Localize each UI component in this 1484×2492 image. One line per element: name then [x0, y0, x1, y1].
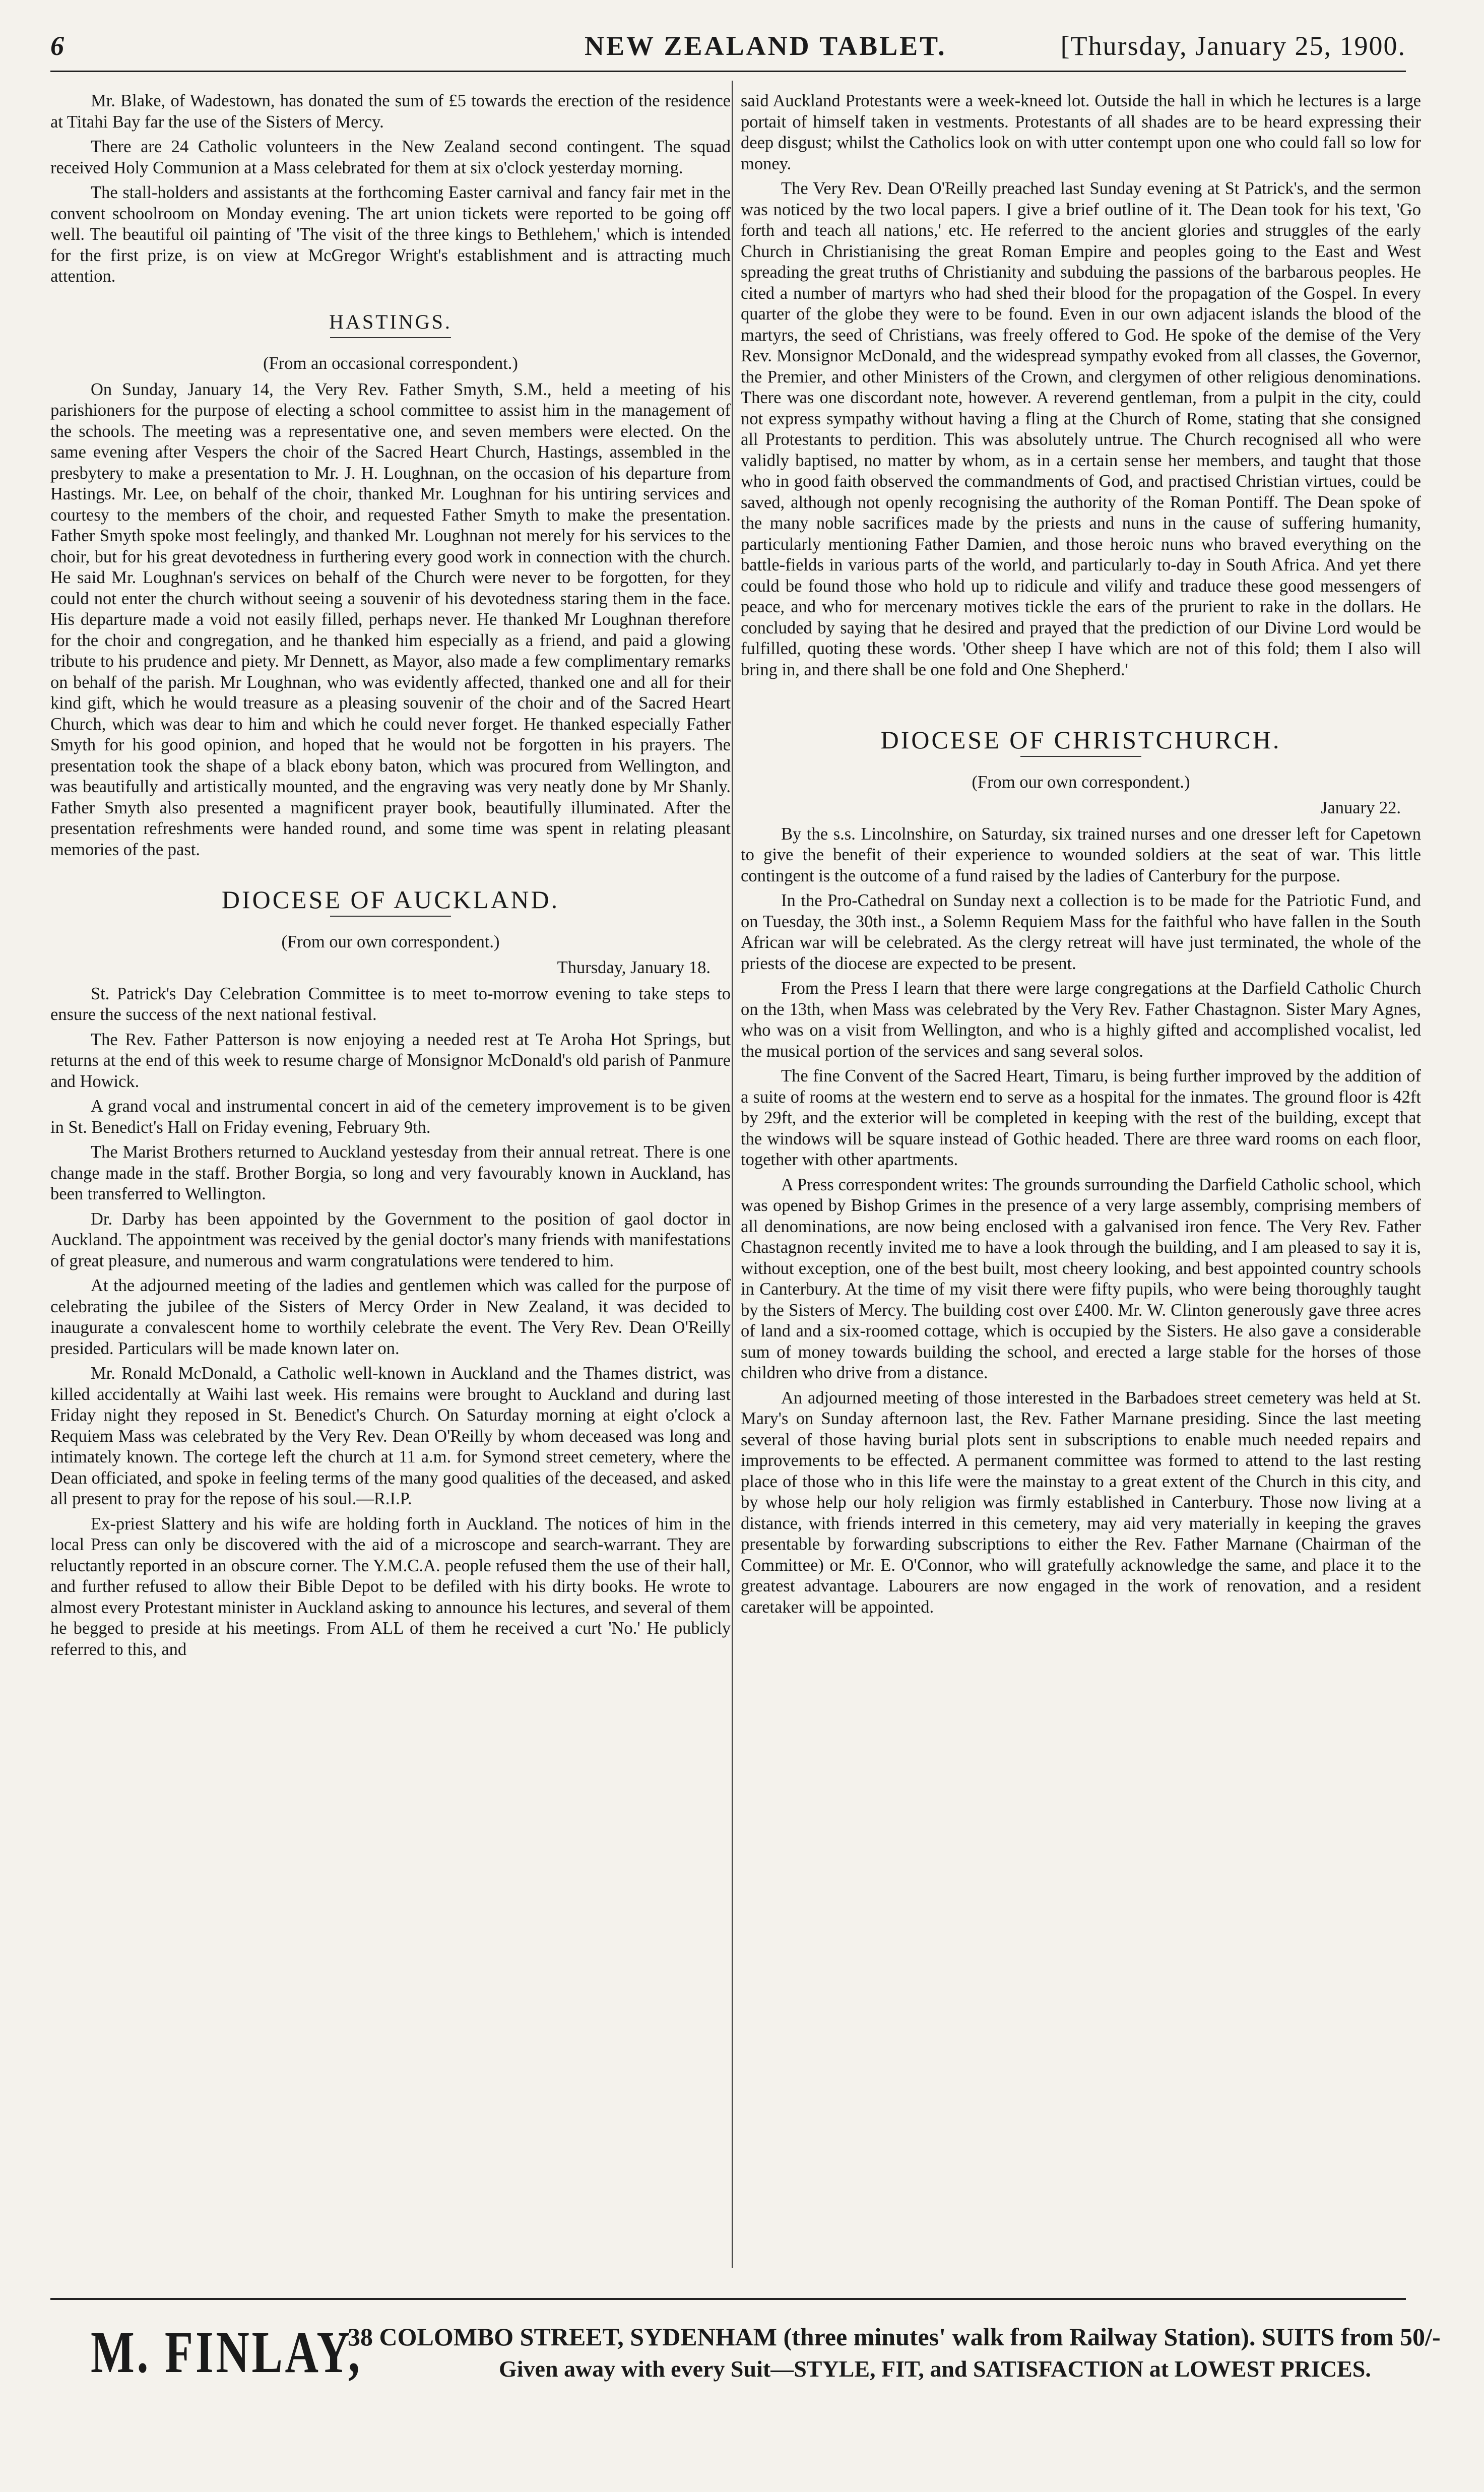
advertisement	[50, 2313, 1441, 2404]
newspaper-title: NEW ZEALAND TABLET.	[585, 31, 947, 61]
article-paragraph: A grand vocal and instrumental concert in aid of the cemetery improvement is to be given in St. Benedict's Hall on Friday evening, February 9th.	[50, 1097, 731, 1137]
column-divider	[732, 81, 733, 2268]
article-paragraph: Mr. Blake, of Wadestown, has donated the sum of £5 towards the erection of the residence at Titahi Bay far the use of the Sisters of Mercy.	[50, 91, 731, 132]
advertiser-name: M. FINLAY,	[91, 2319, 362, 2385]
article-paragraph: There are 24 Catholic volunteers in the New Zealand second contingent. The squad received Holy Communion at a Mass celebrated for them at six o'clock yesterday morning.	[50, 137, 731, 177]
article-paragraph: Ex-priest Slattery and his wife are holding forth in Auckland. The notices of him in the local Press can only be discovered with the aid of a microscope and search-warrant. They are reluctantly reported in an obscure corner. The Y.M.C.A. people refused them the use of their hall, and further refused to allow their Bible Depot to be defiled with his dirty books. He wrote to almost every Protestant minister in Auckland asking to announce his lectures, and several of them he begged to preside at his meetings. From ALL of them he received a curt 'No.' He publicly referred to this, and	[50, 1514, 731, 1659]
article-paragraph: From the Press I learn that there were large congregations at the Darfield Catholic Church on the 13th, when Mass was celebrated by the Very Rev. Father Chastagnon. Sister Mary Agnes, who was on a visit from Wellington, and who is a highly gifted and accomplished vocalist, led the musical portion of the services and sang several solos.	[741, 979, 1421, 1061]
article-paragraph: The stall-holders and assistants at the forthcoming Easter carnival and fancy fair met in the convent schoolroom on Monday evening. The art union tickets were reported to be going off well. The beautiful oil painting of 'The visit of the three kings to Bethlehem,' which is intended for the first prize, is on view at McGregor Wright's establishment and is attracting much attention.	[50, 183, 731, 286]
article-paragraph: The Rev. Father Patterson is now enjoying a needed rest at Te Aroha Hot Springs, but returns at the end of this week to resume charge of Monsignor McDonald's old parish of Panmure and Howick.	[50, 1030, 731, 1091]
heading-rule	[1020, 756, 1141, 757]
page-number: 6	[50, 31, 65, 61]
page-header	[50, 30, 1406, 66]
right-column	[741, 91, 1421, 2253]
byline: (From our own correspondent.)	[281, 932, 500, 951]
advertisement-tagline: Given away with every Suit—STYLE, FIT, and SATISFACTION at LOWEST PRICES.	[499, 2356, 1371, 2382]
left-column	[50, 91, 731, 2253]
dateline: Thursday, January 18.	[557, 958, 711, 977]
article-paragraph: At the adjourned meeting of the ladies and gentlemen which was called for the purpose of celebrating the jubilee of the Sisters of Mercy Order in New Zealand, it was decided to inaugurate a convalescent home to worthily celebrate the event. The Very Rev. Dean O'Reilly presided. Particulars will be made known later on.	[50, 1276, 731, 1358]
heading-rule	[330, 916, 451, 917]
issue-date: [Thursday, January 25, 1900.	[1060, 31, 1406, 61]
article-paragraph: said Auckland Protestants were a week-kneed lot. Outside the hall in which he lectures is a large portait of himself taken in vestments. Protestants of all shades are to be heard expressing their deep disgust; whilst the Catholics look on with utter contempt upon one who could fall so low for money.	[741, 91, 1421, 173]
header-rule	[50, 71, 1406, 72]
article-paragraph: By the s.s. Lincolnshire, on Saturday, six trained nurses and one dresser left for Capetown to give the benefit of their experience to wounded soldiers at the seat of war. This little contingent is the outcome of a fund raised by the ladies of Canterbury for the purpose.	[741, 824, 1421, 885]
article-paragraph: Dr. Darby has been appointed by the Government to the position of gaol doctor in Auckland. The appointment was received by the genial doctor's many friends with manifestations of great pleasure, and numerous and warm congratulations were tendered to him.	[50, 1209, 731, 1270]
section-heading-auckland: DIOCESE OF AUCKLAND.	[221, 885, 560, 914]
section-heading-hastings: HASTINGS.	[329, 310, 452, 333]
article-paragraph: St. Patrick's Day Celebration Committee is to meet to-morrow evening to take steps to ensure the success of the next national festival.	[50, 984, 731, 1024]
article-paragraph: The fine Convent of the Sacred Heart, Timaru, is being further improved by the addition of a suite of rooms at the western end to serve as a hospital for the inmates. The ground floor is 42ft by 29ft, and the exterior will be completed in keeping with the rest of the building, except that the windows will be square instead of Gothic headed. There are three ward rooms on each floor, together with other apartments.	[741, 1066, 1421, 1169]
footer-rule	[50, 2298, 1406, 2300]
article-paragraph: An adjourned meeting of those interested in the Barbadoes street cemetery was held at St. Mary's on Sunday afternoon last, the Rev. Father Marnane presiding. Since the last meeting several of those having burial plots sent in subscriptions to enable much needed repairs and improvements to be effected. A permanent committee was formed to attend to the last resting place of those who in this life were the mainstay to a great extent of the Church in this city, and by whose help our holy religion was firmly established in Canterbury. Those now living at a distance, with friends interred in this cemetery, may aid very materially in keeping the graves presentable by forwarding subscriptions to either the Rev. Father Marnane (Chairman of the Committee) or Mr. E. O'Connor, who will gratefully acknowledge the same, and place it to the greatest advantage. Labourers are now engaged in the work of renovation, and a resident caretaker will be appointed.	[741, 1388, 1421, 1617]
article-paragraph: The Very Rev. Dean O'Reilly preached last Sunday evening at St Patrick's, and the sermon was noticed by the two local papers. I give a brief outline of it. The Dean took for his text, 'Go forth and teach all nations,' etc. He referred to the ancient glories and struggles of the early Church in Christianising the great Roman Empire and peoples going to the East and West spreading the great truths of Christianity and subduing the passions of the barbarous peoples. He cited a number of martyrs who had shed their blood for the propagation of the Gospel. In every quarter of the globe they were to be found. Even in our own adjacent islands the blood of the martyrs, the seed of Christians, was freely offered to God. He spoke of the demise of the Very Rev. Monsignor McDonald, and the widespread sympathy evoked from all classes, the Governor, the Premier, and other Ministers of the Crown, and clergymen of other religious denominations. There was one discordant note, however. A reverend gentleman, from a pulpit in the city, could not express sympathy without having a fling at the Church of Rome, stating that she consigned all Protestants to perdition. This was absolutely untrue. The Church recognised all who were validly baptised, no matter by whom, as in a certain sense her members, and taught that those who in good faith observed the commandments of God, and practised Christian virtues, could be saved, although not openly recognising the authority of the Roman Pontiff. The Dean spoke of the many noble sacrifices made by the priests and nuns in the cause of suffering humanity, particularly mentioning Father Damien, and those heroic nuns who braved everything on the battle-fields in various parts of the world, and particularly to-day in South Africa. And yet there could be found those who hold up to ridicule and vilify and traduce these good messengers of peace, and who for mercenary motives tickle the ears of the prurient to rake in the dollars. He concluded by saying that he desired and prayed that the prediction of our Divine Lord would be fulfilled, quoting these words. 'Other sheep I have which are not of this fold; them I also will bring in, and there shall be one fold and One Shepherd.'	[741, 179, 1421, 679]
article-paragraph: On Sunday, January 14, the Very Rev. Father Smyth, S.M., held a meeting of his parishioners for the purpose of electing a school committee to assist him in the management of the schools. The meeting was a representative one, and seven members were elected. On the same evening after Vespers the choir of the Sacred Heart Church, Hastings, assembled in the presbytery to make a presentation to Mr. J. H. Loughnan, on the occasion of his departure from Hastings. Mr. Lee, on behalf of the choir, thanked Mr. Loughnan for his untiring services and courtesy to the members of the choir, and requested Father Smyth to make the presentation. Father Smyth spoke most feelingly, and thanked Mr. Loughnan not merely for his services to the choir, but for his great devotedness in furthering every good work in connection with the church. He said Mr. Loughnan's services on behalf of the Church were never to be forgotten, for they could not enter the church without seeing a souvenir of his devotedness staring them in the face. His departure made a void not easily filled, perhaps never. He thanked Mr Loughnan therefore for the choir and congregation, and he thanked him especially as a friend, and paid a glowing tribute to his prudence and piety. Mr Dennett, as Mayor, also made a few complimentary remarks on behalf of the parish. Mr Loughnan, who was evidently affected, thanked one and all for their kind gift, which he would treasure as a pleasing souvenir of the choir and of the Sacred Heart Church, which was dear to him and which he could never forget. He thanked especially Father Smyth for his good opinion, and hoped that he would not be forgotten in his prayers. The presentation took the shape of a black ebony baton, which was procured from Wellington, and was beautifully and artistically mounted, and the engraving was very neatly done by Mr Shanly. Father Smyth also presented a magnificent prayer book, beautifully illuminated. After the presentation refreshments were handed round, and some time was spent in relating pleasant memories of the past.	[50, 379, 731, 859]
section-heading-christchurch: DIOCESE OF CHRISTCHURCH.	[880, 726, 1281, 754]
article-paragraph: A Press correspondent writes: The grounds surrounding the Darfield Catholic school, which was opened by Bishop Grimes in the presence of a very large assembly, comprising members of all denominations, are now being enclosed with a galvanised iron fence. The Very Rev. Father Chastagnon recently invited me to have a look through the building, and I am pleased to say it is, without exception, one of the best built, most cheery looking, and best appointed country schools in Canterbury. At the time of my visit there were fifty pupils, who were being thoroughly taught by the Sisters of Mercy. The building cost over £400. Mr. W. Clinton generously gave three acres of land and a six-roomed cottage, which is occupied by the Sisters. He also gave a considerable sum of money towards building the school, and erected a large stable for the horses of those children who drive from a distance.	[741, 1175, 1421, 1382]
article-paragraph: In the Pro-Cathedral on Sunday next a collection is to be made for the Patriotic Fund, and on Tuesday, the 30th inst., a Solemn Requiem Mass for the faithful who have fallen in the South African war will be celebrated. As the clergy retreat will have just terminated, the whole of the priests of the diocese are expected to be present.	[741, 891, 1421, 973]
heading-rule	[330, 337, 451, 338]
dateline: January 22.	[1320, 798, 1401, 817]
advertisement-address: 38 COLOMBO STREET, SYDENHAM (three minutes' walk from Railway Station). SUITS from 50/-	[348, 2323, 1441, 2351]
article-paragraph: Mr. Ronald McDonald, a Catholic well-known in Auckland and the Thames district, was killed accidentally at Waihi last week. His remains were brought to Auckland and during last Friday night they reposed in St. Benedict's Church. On Saturday morning at eight o'clock a Requiem Mass was celebrated by the Very Rev. Dean O'Reilly by whom deceased was long and intimately known. The cortege left the church at 11 a.m. for Symond street cemetery, where the Dean officiated, and spoke in feeling terms of the many good qualities of the deceased, and asked all present to pray for the repose of his soul.—R.I.P.	[50, 1364, 731, 1508]
byline: (From an occasional correspondent.)	[263, 354, 518, 373]
article-paragraph: The Marist Brothers returned to Auckland yestesday from their annual retreat. There is one change made in the staff. Brother Borgia, so long and very favourably known in Auckland, has been transferred to Wellington.	[50, 1142, 731, 1203]
byline: (From our own correspondent.)	[972, 772, 1190, 792]
